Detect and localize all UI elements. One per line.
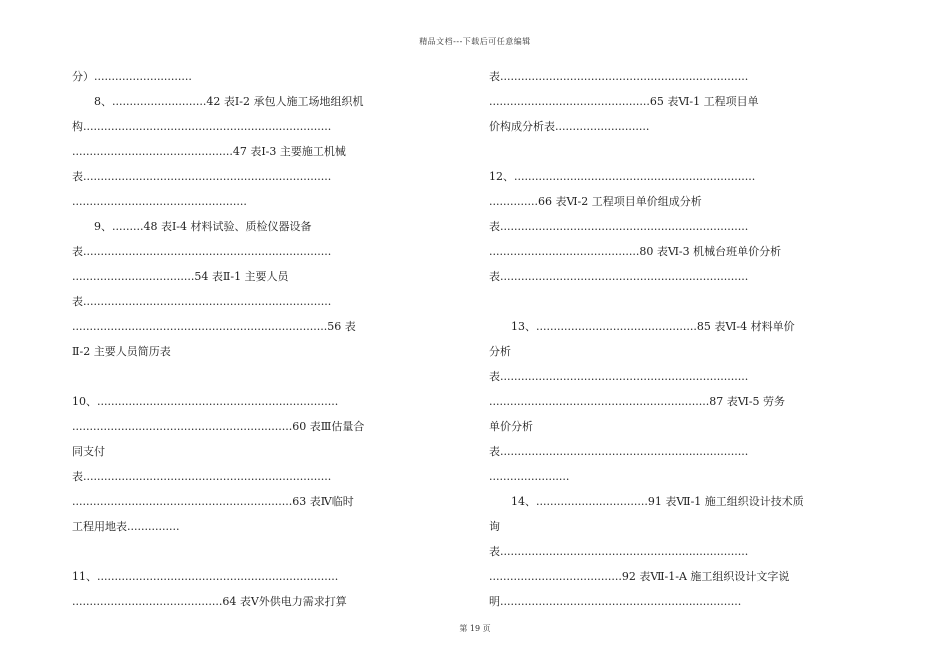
toc-line: 价构成分析表........................... (489, 120, 650, 133)
toc-line: 单价分析 (489, 420, 533, 433)
toc-line: ...............................................................60 表Ⅲ估量合 (72, 420, 365, 433)
toc-line: ......................................92 表Ⅶ-1-A 施工组织设计文字说 (489, 570, 790, 583)
toc-line: 12、..................................................................... (489, 170, 756, 183)
toc-line: ...........................................64 表Ⅴ外供电力需求打算 (72, 595, 347, 608)
toc-line: 表....................................................................... (489, 445, 749, 458)
toc-line: Ⅱ-2 主要人员简历表 (72, 345, 171, 358)
toc-line: ...............................................................63 表Ⅳ临时 (72, 495, 354, 508)
toc-line: 9、.........48 表Ⅰ-4 材料试验、质检仪器设备 (94, 220, 312, 233)
toc-line: ...........................................80 表Ⅵ-3 机械台班单价分析 (489, 245, 782, 258)
toc-right-column (489, 64, 879, 614)
toc-line: 表....................................................................... (489, 545, 749, 558)
toc-line: 表....................................................................... (489, 70, 749, 83)
toc-line: 询 (489, 520, 500, 533)
toc-line: 10、..................................................................... (72, 395, 339, 408)
toc-line: 13、..............................................85 表Ⅵ-4 材料单价 (511, 320, 795, 333)
toc-line: .................................................. (72, 195, 247, 208)
toc-line: 分析 (489, 345, 511, 358)
toc-line: 分）............................ (72, 70, 192, 83)
toc-line (72, 364, 462, 389)
toc-line: 8、...........................42 表Ⅰ-2 承包人施工场地组织机 (94, 95, 364, 108)
toc-line (489, 289, 879, 314)
toc-line: 表....................................................................... (72, 170, 332, 183)
toc-line: 14、................................91 表Ⅶ-1 施工组织设计技术质 (511, 495, 804, 508)
toc-left-column (72, 64, 462, 614)
toc-line: 表....................................................................... (489, 270, 749, 283)
toc-line: ...............................................................87 表Ⅵ-5 劳务 (489, 395, 786, 408)
toc-line: ..............................................47 表Ⅰ-3 主要施工机械 (72, 145, 346, 158)
toc-line: ..............66 表Ⅵ-2 工程项目单价组成分析 (489, 195, 702, 208)
toc-line (72, 539, 462, 564)
toc-line: ...................................54 表Ⅱ-1 主要人员 (72, 270, 289, 283)
toc-line: 同支付 (72, 445, 105, 458)
toc-line: 工程用地表............... (72, 520, 180, 533)
toc-line: 表....................................................................... (72, 470, 332, 483)
toc-line: 表....................................................................... (489, 220, 749, 233)
page-header: 精品文档---下载后可任意编辑 (419, 37, 531, 46)
toc-line: 表....................................................................... (72, 295, 332, 308)
toc-line: 表....................................................................... (72, 245, 332, 258)
page-footer: 第 19 页 (459, 624, 491, 633)
toc-line (489, 139, 879, 164)
toc-line: 表....................................................................... (489, 370, 749, 383)
toc-line: ..............................................65 表Ⅵ-1 工程项目单 (489, 95, 759, 108)
toc-line: 11、..................................................................... (72, 570, 339, 583)
toc-line: 明..................................................................... (489, 595, 742, 608)
toc-line: 构....................................................................... (72, 120, 332, 133)
toc-line: ....................... (489, 470, 570, 483)
toc-line: .........................................................................56 表 (72, 320, 356, 333)
